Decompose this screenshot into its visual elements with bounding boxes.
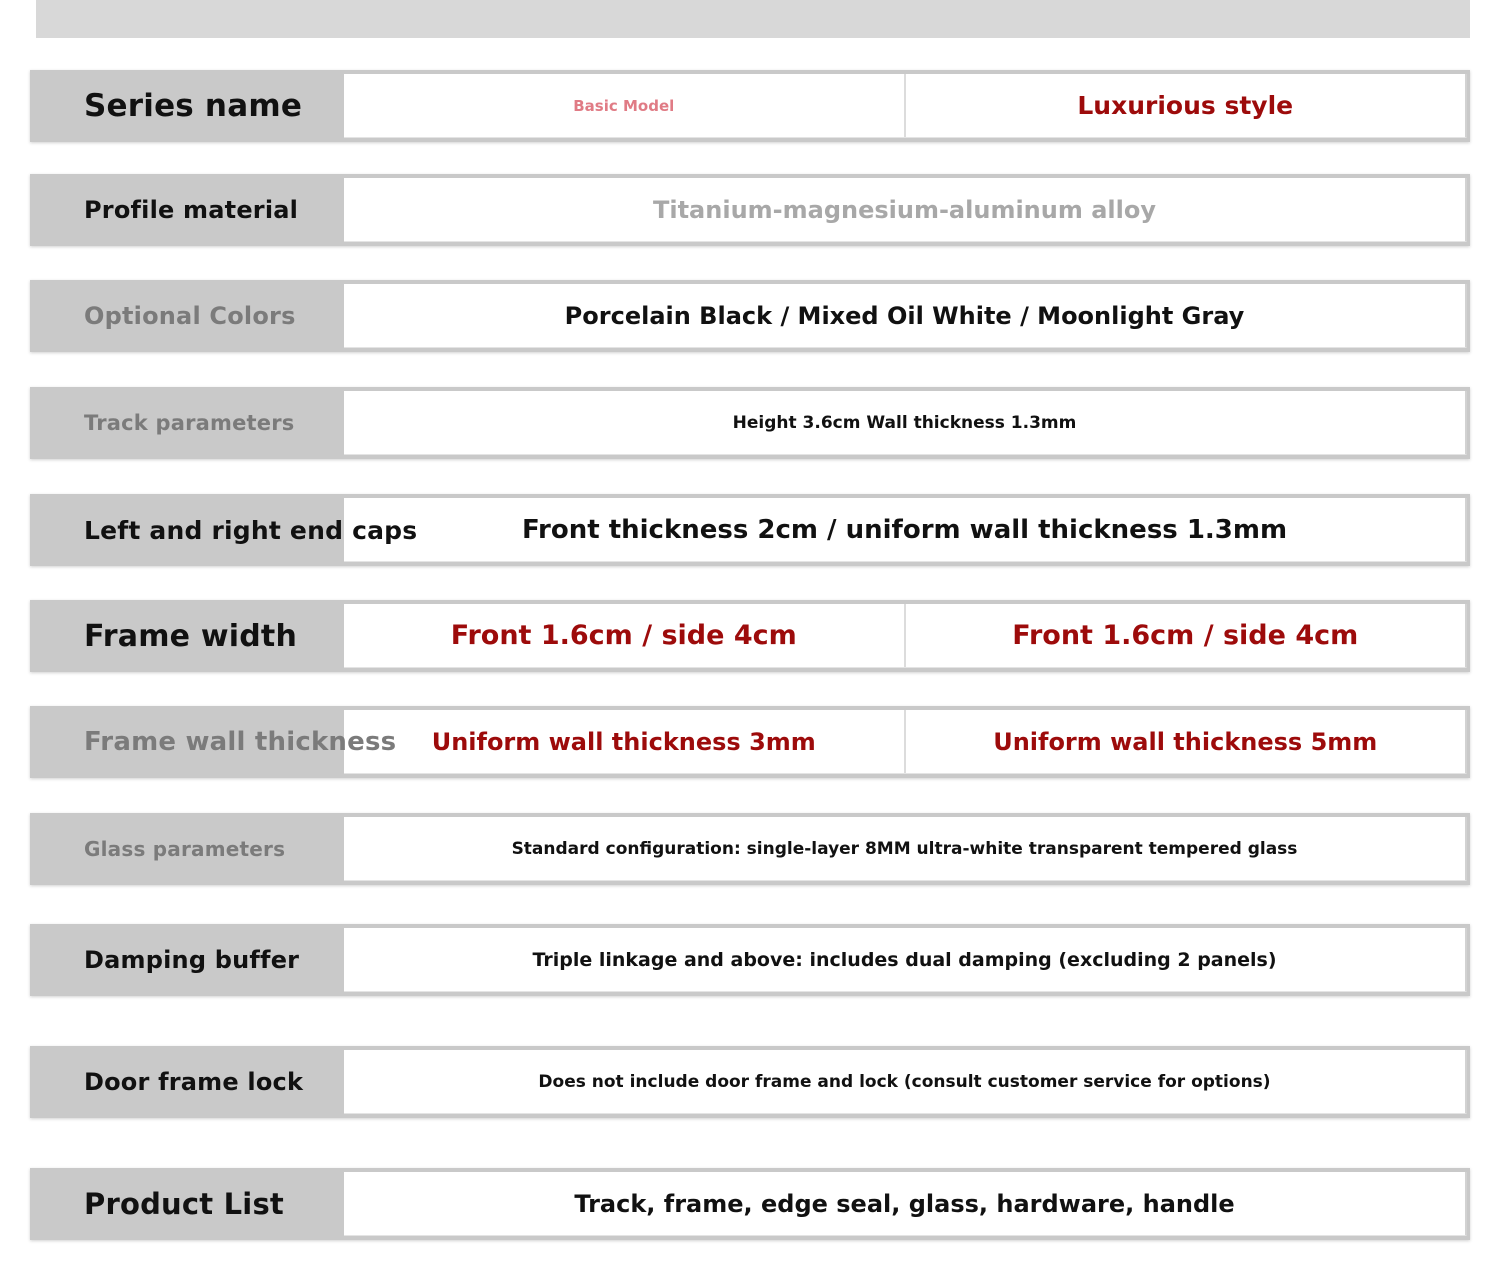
spec-row-product-list	[30, 1168, 1470, 1240]
row-label: Frame wall thickness	[84, 727, 397, 757]
row-values	[344, 604, 1467, 668]
row-values	[344, 817, 1467, 881]
row-label: Optional Colors	[84, 302, 296, 330]
value-cell: Does not include door frame and lock (consult customer service for options)	[538, 1071, 1271, 1092]
value-cell: Standard configuration: single-layer 8MM ultra-white transparent tempered glass	[511, 838, 1298, 859]
row-values	[344, 391, 1467, 455]
luxurious-style-cell: Luxurious style	[904, 74, 1466, 137]
luxurious-style-value: Front 1.6cm / side 4cm	[904, 604, 1466, 667]
row-values	[344, 284, 1467, 348]
row-label: Series name	[84, 88, 303, 124]
basic-model-value: Front 1.6cm / side 4cm	[450, 620, 797, 651]
spec-row-frame-wall-thickness	[30, 706, 1470, 778]
value-cell: Triple linkage and above: includes dual damping (excluding 2 panels)	[532, 948, 1277, 971]
luxurious-style-value: Uniform wall thickness 5mm	[904, 710, 1466, 773]
top-banner	[36, 0, 1470, 38]
row-values	[344, 1050, 1467, 1114]
value-cell: Porcelain Black / Mixed Oil White / Moonlight Gray	[564, 301, 1245, 330]
row-label: Frame width	[84, 618, 298, 654]
spec-row-track-parameters	[30, 387, 1470, 459]
row-values	[344, 710, 1467, 774]
spec-row-optional-colors	[30, 280, 1470, 352]
row-values	[344, 74, 1467, 138]
row-values	[344, 1172, 1467, 1236]
row-values	[344, 498, 1467, 562]
row-label: Left and right end caps	[84, 515, 418, 545]
value-cell: Track, frame, edge seal, glass, hardware, handle	[574, 1189, 1235, 1218]
value-cell: Front thickness 2cm / uniform wall thickness 1.3mm	[521, 514, 1288, 545]
spec-row-glass-parameters	[30, 813, 1470, 885]
row-label: Track parameters	[84, 411, 295, 435]
row-label: Profile material	[84, 196, 299, 224]
row-label: Damping buffer	[84, 946, 300, 974]
row-label: Door frame lock	[84, 1068, 304, 1096]
spec-row-frame-width	[30, 600, 1470, 672]
spec-row-damping-buffer	[30, 924, 1470, 996]
spec-row-profile-material	[30, 174, 1470, 246]
value-cell: Height 3.6cm Wall thickness 1.3mm	[732, 412, 1077, 433]
row-values	[344, 178, 1467, 242]
spec-row-end-caps	[30, 494, 1470, 566]
basic-model-cell: Basic Model	[573, 96, 675, 115]
value-cell: Titanium-magnesium-aluminum alloy	[652, 195, 1156, 224]
spec-row-series-name	[30, 70, 1470, 142]
spec-row-door-frame-lock	[30, 1046, 1470, 1118]
basic-model-value: Uniform wall thickness 3mm	[431, 727, 816, 756]
row-label: Product List	[84, 1187, 284, 1221]
row-values	[344, 928, 1467, 992]
row-label: Glass parameters	[84, 837, 286, 861]
